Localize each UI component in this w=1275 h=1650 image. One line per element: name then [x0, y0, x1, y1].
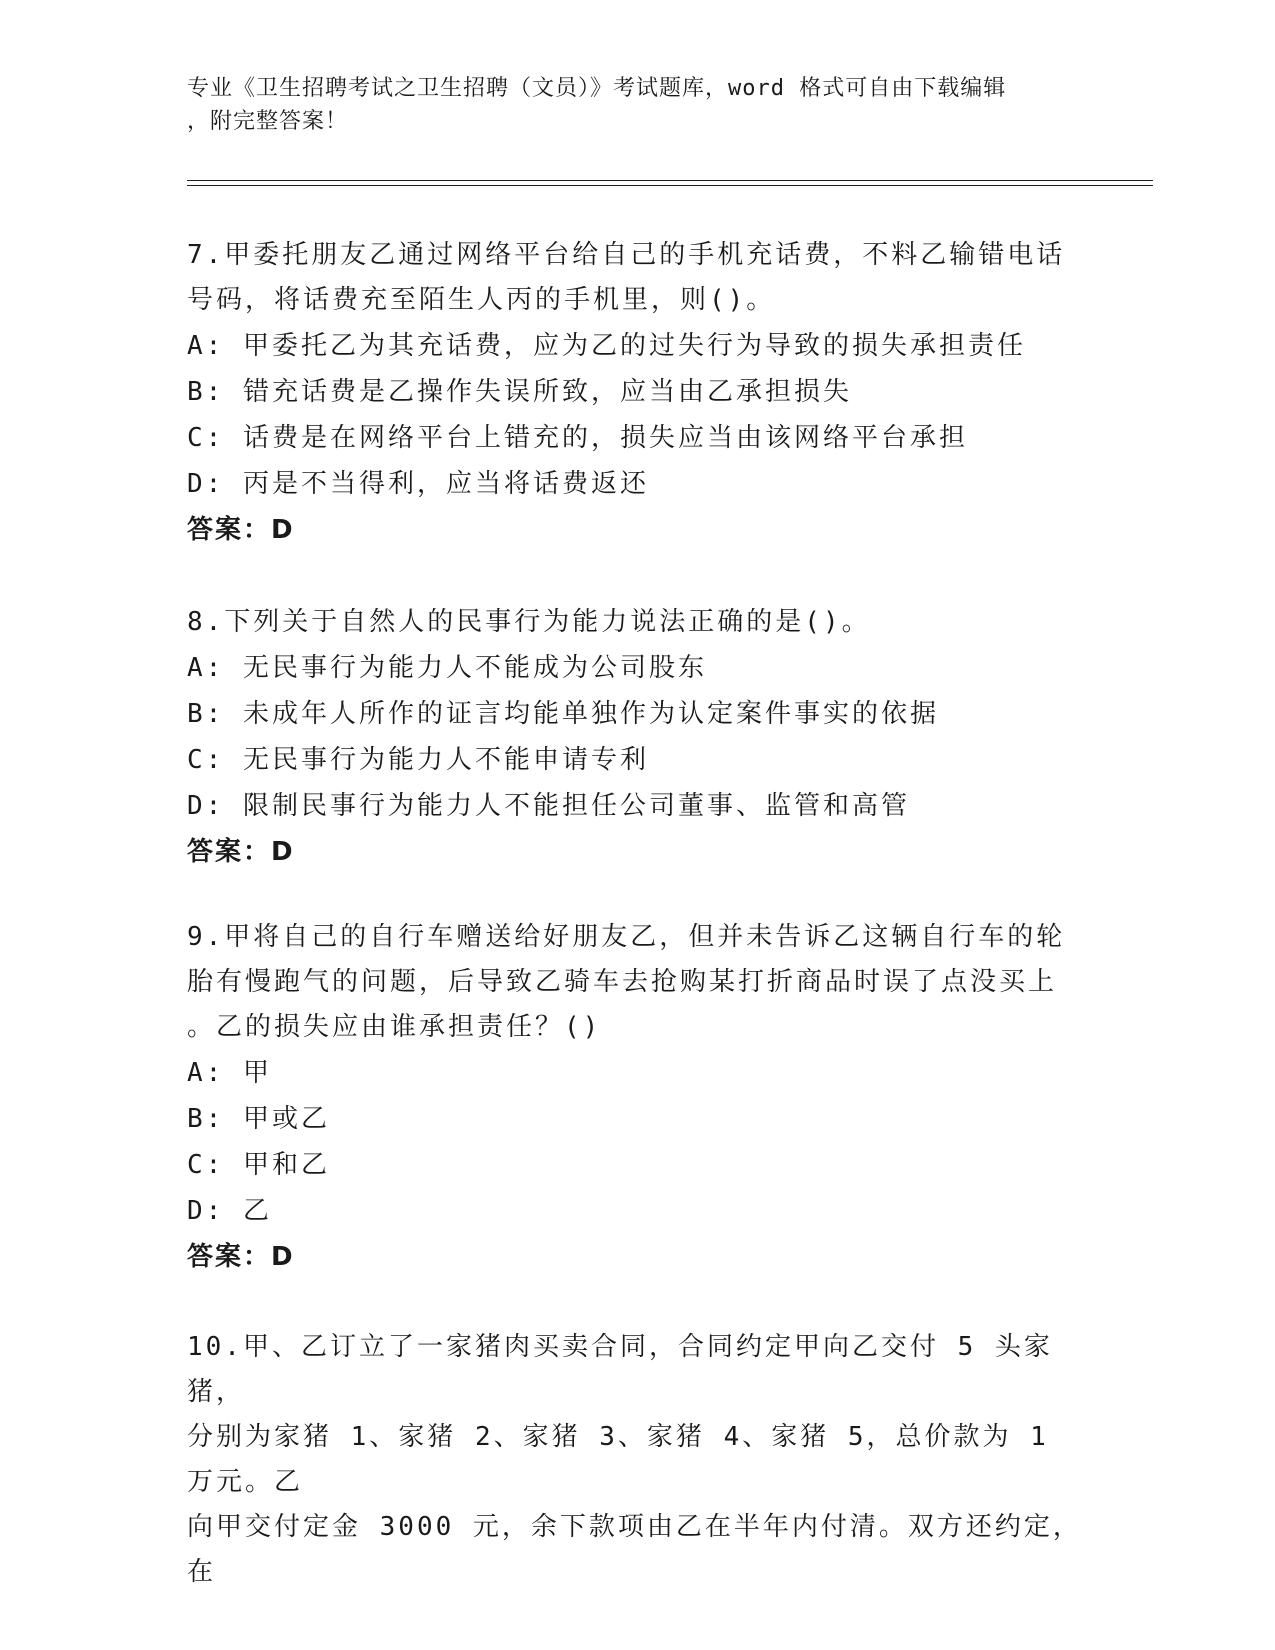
- option-b: B: 甲或乙: [187, 1104, 330, 1134]
- question-8: [187, 600, 1087, 875]
- question-9: [187, 915, 1087, 1280]
- stem-line: 号码，将话费充至陌生人丙的手机里，则()。: [187, 285, 776, 315]
- header-divider-top: [187, 180, 1153, 181]
- question-stem: [187, 915, 1087, 1050]
- option-c: C: 甲和乙: [187, 1150, 330, 1180]
- document-header: [187, 72, 1067, 138]
- option-b: B: 未成年人所作的证言均能单独作为认定案件事实的依据: [187, 699, 939, 729]
- option-a: A: 甲: [187, 1058, 272, 1088]
- option-d: D: 乙: [187, 1196, 272, 1226]
- answer: 答案：D: [187, 1242, 295, 1272]
- question-stem: [187, 1325, 1087, 1595]
- stem-line: 9.甲将自己的自行车赠送给好朋友乙，但并未告诉乙这辆自行车的轮: [187, 922, 1066, 952]
- option-c: C: 无民事行为能力人不能申请专利: [187, 745, 649, 775]
- stem-line: 分别为家猪 1、家猪 2、家猪 3、家猪 4、家猪 5，总价款为 1 万元。乙: [187, 1422, 1049, 1497]
- option-c: C: 话费是在网络平台上错充的，损失应当由该网络平台承担: [187, 423, 968, 453]
- stem-line: 胎有慢跑气的问题，后导致乙骑车去抢购某打折商品时误了点没买上: [187, 967, 1058, 997]
- stem-line: 7.甲委托朋友乙通过网络平台给自己的手机充话费，不料乙输错电话: [187, 240, 1066, 270]
- question-stem: [187, 233, 1087, 323]
- option-d: D: 限制民事行为能力人不能担任公司董事、监管和高管: [187, 791, 910, 821]
- question-7: [187, 233, 1087, 553]
- option-a: A: 无民事行为能力人不能成为公司股东: [187, 653, 707, 683]
- header-line-1: 专业《卫生招聘考试之卫生招聘（文员）》考试题库，word 格式可自由下载编辑: [187, 76, 1007, 101]
- option-a: A: 甲委托乙为其充话费，应为乙的过失行为导致的损失承担责任: [187, 331, 1026, 361]
- stem-line: 。乙的损失应由谁承担责任？(): [187, 1012, 602, 1042]
- option-d: D: 丙是不当得利，应当将话费返还: [187, 469, 649, 499]
- question-10: [187, 1325, 1087, 1595]
- stem-line: 10.甲、乙订立了一家猪肉买卖合同，合同约定甲向乙交付 5 头家猪，: [187, 1332, 1053, 1407]
- answer: 答案：D: [187, 837, 295, 867]
- answer: 答案：D: [187, 515, 295, 545]
- header-divider-bottom: [187, 185, 1153, 186]
- option-b: B: 错充话费是乙操作失误所致，应当由乙承担损失: [187, 377, 852, 407]
- stem-line: 8.下列关于自然人的民事行为能力说法正确的是()。: [187, 607, 871, 637]
- question-stem: [187, 600, 1087, 645]
- stem-line: 向甲交付定金 3000 元，余下款项由乙在半年内付清。双方还约定，在: [187, 1512, 1082, 1587]
- header-line-2: ，附完整答案！: [187, 109, 349, 134]
